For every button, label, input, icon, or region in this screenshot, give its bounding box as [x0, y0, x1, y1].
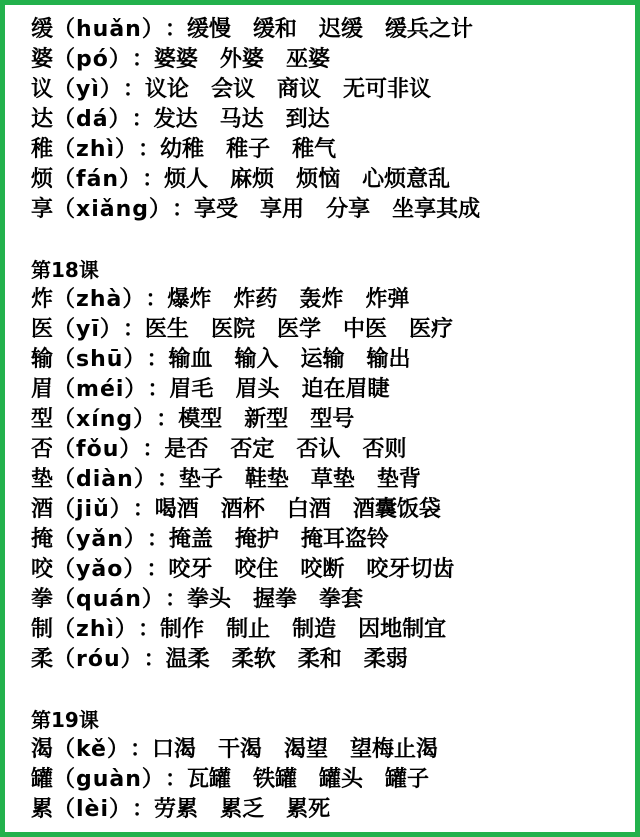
entry-word: 握拳 [252, 587, 297, 612]
entry-word: 缓和 [252, 17, 297, 42]
entry-character: 累 [31, 797, 54, 822]
entry-word: 垫背 [376, 467, 421, 492]
vocab-entry [31, 735, 631, 765]
entry-character: 达 [31, 107, 54, 132]
entry-word: 外婆 [219, 47, 264, 72]
vocab-entry [31, 525, 631, 555]
entry-character: 否 [31, 437, 54, 462]
entry-word: 掩护 [234, 527, 279, 552]
entry-word: 拳套 [318, 587, 363, 612]
entry-word: 柔软 [231, 647, 276, 672]
entry-word: 缓兵之计 [384, 17, 473, 42]
entry-colon: ： [172, 197, 195, 222]
entry-character: 掩 [31, 527, 54, 552]
vocab-entry [31, 795, 631, 825]
entry-colon: ： [132, 797, 155, 822]
entry-pinyin: （pó） [53, 47, 132, 72]
entry-word: 心烦意乱 [362, 167, 451, 192]
entry-word: 累乏 [220, 797, 265, 822]
entry-pinyin: （diàn） [53, 467, 157, 492]
entry-colon: ： [164, 767, 187, 792]
entry-word: 模型 [178, 407, 223, 432]
entry-word: 垫子 [178, 467, 223, 492]
entry-word: 发达 [153, 107, 198, 132]
vocab-entry [31, 315, 631, 345]
entry-pinyin: （quán） [53, 587, 165, 612]
entry-word: 享用 [260, 197, 305, 222]
entry-character: 罐 [31, 767, 54, 792]
entry-word: 咬牙切齿 [366, 557, 455, 582]
entry-word: 酒杯 [220, 497, 265, 522]
entry-word: 医院 [210, 317, 255, 342]
entry-word: 中医 [342, 317, 387, 342]
entry-word: 商议 [276, 77, 321, 102]
vocab-entry [31, 195, 631, 225]
entry-colon: ： [146, 557, 169, 582]
vocab-entry [31, 285, 631, 315]
entry-word: 渴望 [284, 737, 329, 762]
entry-word: 累死 [286, 797, 331, 822]
entry-character: 垫 [31, 467, 54, 492]
entry-colon: ： [146, 527, 169, 552]
entry-character: 烦 [31, 167, 54, 192]
entry-character: 议 [31, 77, 54, 102]
entry-word: 炸弹 [365, 287, 410, 312]
entry-word: 是否 [164, 437, 209, 462]
entry-word: 烦人 [164, 167, 209, 192]
lesson-heading: 第19课 [31, 708, 99, 732]
entry-word: 会议 [210, 77, 255, 102]
entry-word: 制造 [292, 617, 337, 642]
entry-word: 草垫 [310, 467, 355, 492]
entry-word: 稚子 [226, 137, 271, 162]
entry-pinyin: （yǎn） [53, 527, 147, 552]
entry-word: 拳头 [186, 587, 231, 612]
entry-pinyin: （huǎn） [53, 17, 165, 42]
vocab-entry [31, 135, 631, 165]
entry-character: 拳 [31, 587, 54, 612]
entry-character: 缓 [31, 17, 54, 42]
entry-colon: ： [146, 347, 169, 372]
entry-word: 医学 [276, 317, 321, 342]
entry-pinyin: （jiǔ） [53, 497, 133, 522]
vocab-entry [31, 405, 631, 435]
entry-word: 柔和 [297, 647, 342, 672]
entry-character: 酒 [31, 497, 54, 522]
entry-pinyin: （xiǎng） [53, 197, 173, 222]
entry-character: 眉 [31, 377, 54, 402]
entry-pinyin: （lèi） [53, 797, 133, 822]
entry-pinyin: （zhì） [53, 137, 139, 162]
entry-character: 输 [31, 347, 54, 372]
entry-word: 烦恼 [296, 167, 341, 192]
entry-word: 新型 [244, 407, 289, 432]
entry-character: 稚 [31, 137, 54, 162]
entry-character: 咬 [31, 557, 54, 582]
entry-colon: ： [122, 77, 145, 102]
entry-word: 医疗 [408, 317, 453, 342]
entry-character: 型 [31, 407, 54, 432]
entry-character: 渴 [31, 737, 54, 762]
vocab-entry [31, 615, 631, 645]
entry-character: 制 [31, 617, 54, 642]
entry-colon: ： [156, 407, 179, 432]
entry-colon: ： [145, 287, 168, 312]
entry-word: 麻烦 [230, 167, 275, 192]
entry-word: 缓慢 [186, 17, 231, 42]
section-spacer [31, 675, 631, 705]
entry-word: 眉头 [235, 377, 280, 402]
entry-word: 到达 [285, 107, 330, 132]
entry-pinyin: （zhà） [53, 287, 146, 312]
vocab-entry [31, 45, 631, 75]
entry-character: 医 [31, 317, 54, 342]
vocab-entry [31, 465, 631, 495]
entry-pinyin: （zhì） [53, 617, 139, 642]
entry-pinyin: （yǎo） [53, 557, 147, 582]
vocab-entry [31, 165, 631, 195]
entry-colon: ： [156, 467, 179, 492]
entry-word: 干渴 [218, 737, 263, 762]
entry-word: 爆炸 [167, 287, 212, 312]
entry-word: 稚气 [292, 137, 337, 162]
entry-pinyin: （yì） [53, 77, 123, 102]
vocab-entry [31, 375, 631, 405]
entry-word: 因地制宜 [358, 617, 447, 642]
entry-colon: ： [131, 107, 154, 132]
entry-word: 望梅止渴 [350, 737, 439, 762]
vocab-entry [31, 15, 631, 45]
entry-word: 罐头 [318, 767, 363, 792]
vocab-entry [31, 645, 631, 675]
entry-pinyin: （dá） [53, 107, 132, 132]
entry-character: 享 [31, 197, 54, 222]
vocab-entry [31, 105, 631, 135]
vocab-entry [31, 75, 631, 105]
entry-word: 劳累 [154, 797, 199, 822]
entry-word: 议论 [144, 77, 189, 102]
entry-word: 否定 [230, 437, 275, 462]
entry-word: 掩盖 [168, 527, 213, 552]
entry-character: 炸 [31, 287, 54, 312]
entry-word: 温柔 [165, 647, 210, 672]
entry-word: 否认 [296, 437, 341, 462]
entry-word: 柔弱 [363, 647, 408, 672]
entry-colon: ： [122, 317, 145, 342]
entry-colon: ： [132, 497, 155, 522]
vocab-entry [31, 435, 631, 465]
entry-word: 输出 [366, 347, 411, 372]
entry-word: 罐子 [385, 767, 430, 792]
vocab-entry [31, 765, 631, 795]
entry-pinyin: （xíng） [53, 407, 157, 432]
entry-character: 柔 [31, 647, 54, 672]
entry-colon: ： [138, 137, 161, 162]
vocab-entry [31, 345, 631, 375]
entry-word: 酒囊饭袋 [352, 497, 441, 522]
entry-word: 否则 [362, 437, 407, 462]
entry-word: 咬牙 [168, 557, 213, 582]
vocab-entry [31, 585, 631, 615]
entry-word: 巫婆 [285, 47, 330, 72]
entry-character: 婆 [31, 47, 54, 72]
entry-word: 眉毛 [169, 377, 214, 402]
entry-word: 咬断 [300, 557, 345, 582]
lesson-heading: 第18课 [31, 258, 99, 282]
entry-pinyin: （méi） [53, 377, 148, 402]
entry-word: 口渴 [152, 737, 197, 762]
entry-colon: ： [164, 17, 187, 42]
entry-pinyin: （guàn） [53, 767, 165, 792]
entry-word: 轰炸 [299, 287, 344, 312]
section-spacer [31, 225, 631, 255]
entry-word: 迫在眉睫 [301, 377, 390, 402]
entry-word: 幼稚 [160, 137, 205, 162]
entry-colon: ： [142, 167, 165, 192]
entry-word: 运输 [300, 347, 345, 372]
entry-word: 制作 [160, 617, 205, 642]
vocab-entry [31, 495, 631, 525]
vocab-entry [31, 555, 631, 585]
entry-word: 型号 [310, 407, 355, 432]
entry-colon: ： [138, 617, 161, 642]
entry-word: 鞋垫 [244, 467, 289, 492]
vocabulary-list [31, 15, 631, 825]
entry-colon: ： [147, 377, 170, 402]
entry-pinyin: （fán） [53, 167, 143, 192]
entry-word: 制止 [226, 617, 271, 642]
entry-word: 享受 [194, 197, 239, 222]
entry-pinyin: （róu） [53, 647, 144, 672]
entry-pinyin: （yī） [53, 317, 123, 342]
entry-colon: ： [142, 437, 165, 462]
entry-word: 坐享其成 [392, 197, 481, 222]
entry-pinyin: （kě） [53, 737, 130, 762]
entry-word: 无可非议 [342, 77, 431, 102]
entry-colon: ： [164, 587, 187, 612]
entry-word: 输血 [168, 347, 213, 372]
entry-word: 输入 [234, 347, 279, 372]
entry-word: 咬住 [234, 557, 279, 582]
entry-word: 医生 [144, 317, 189, 342]
entry-word: 喝酒 [154, 497, 199, 522]
entry-word: 铁罐 [252, 767, 297, 792]
entry-colon: ： [131, 47, 154, 72]
entry-word: 迟缓 [318, 17, 363, 42]
entry-word: 炸药 [233, 287, 278, 312]
entry-colon: ： [143, 647, 166, 672]
entry-word: 掩耳盗铃 [300, 527, 389, 552]
entry-colon: ： [129, 737, 152, 762]
entry-word: 瓦罐 [186, 767, 231, 792]
entry-word: 婆婆 [153, 47, 198, 72]
entry-word: 白酒 [286, 497, 331, 522]
entry-word: 分享 [326, 197, 371, 222]
entry-word: 马达 [219, 107, 264, 132]
entry-pinyin: （shū） [53, 347, 147, 372]
entry-pinyin: （fǒu） [53, 437, 143, 462]
